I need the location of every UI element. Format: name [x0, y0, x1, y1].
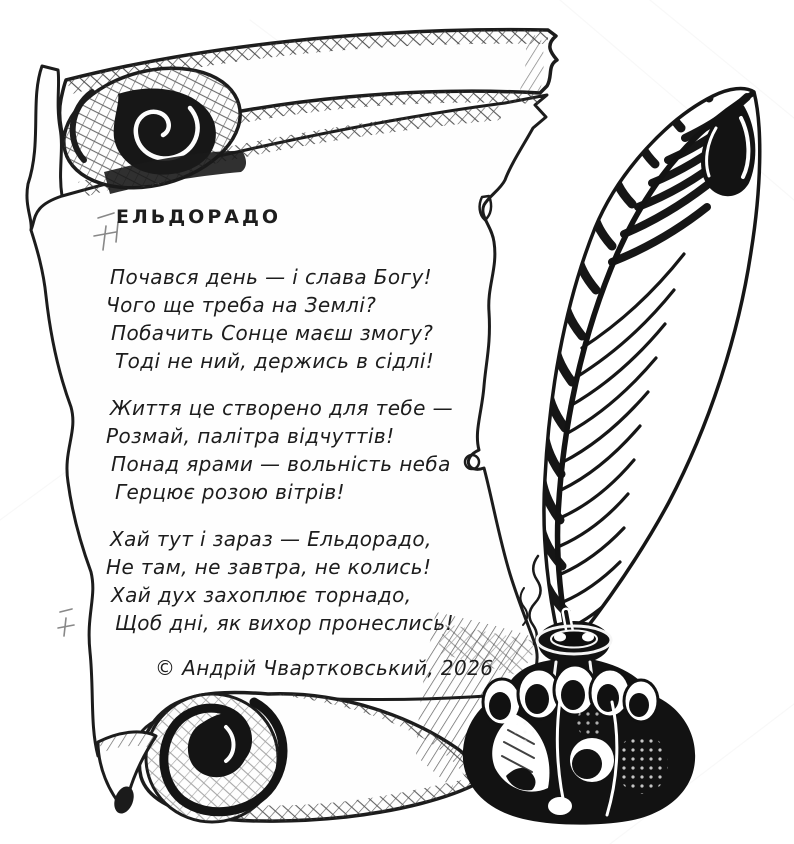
poem-stanza-3 [106, 525, 526, 637]
poem-text-block [106, 206, 526, 680]
poem-stanza-1 [106, 263, 526, 375]
poem-line: Розмай, палітра відчуттів! [106, 424, 395, 448]
poem-line: Не там, не завтра, не колись! [106, 555, 432, 579]
poem-line: Життя це створено для тебе — [110, 396, 453, 420]
poem-line: Побачить Сонце маєш змогу? [111, 321, 434, 345]
poem-line: Хай тут і зараз — Ельдорадо, [110, 527, 432, 551]
copyright-line: © Андрій Чвартковський, 2026 [155, 656, 494, 680]
poem-line: Чого ще треба на Землі? [106, 293, 377, 317]
poem-line: Герцює розою вітрів! [115, 480, 345, 504]
poem-line: Щоб дні, як вихор пронеслись! [115, 611, 454, 635]
poem-title: ЕЛЬДОРАДО [116, 206, 282, 228]
poem-stanza-2 [106, 394, 526, 506]
poem-line: Понад ярами — вольність неба [111, 452, 451, 476]
poem-line: Тоді не ний, держись в сідлі! [115, 349, 435, 373]
poem-line: Хай дух захоплює торнадо, [111, 583, 412, 607]
poem-line: Почався день — і слава Богу! [110, 265, 433, 289]
